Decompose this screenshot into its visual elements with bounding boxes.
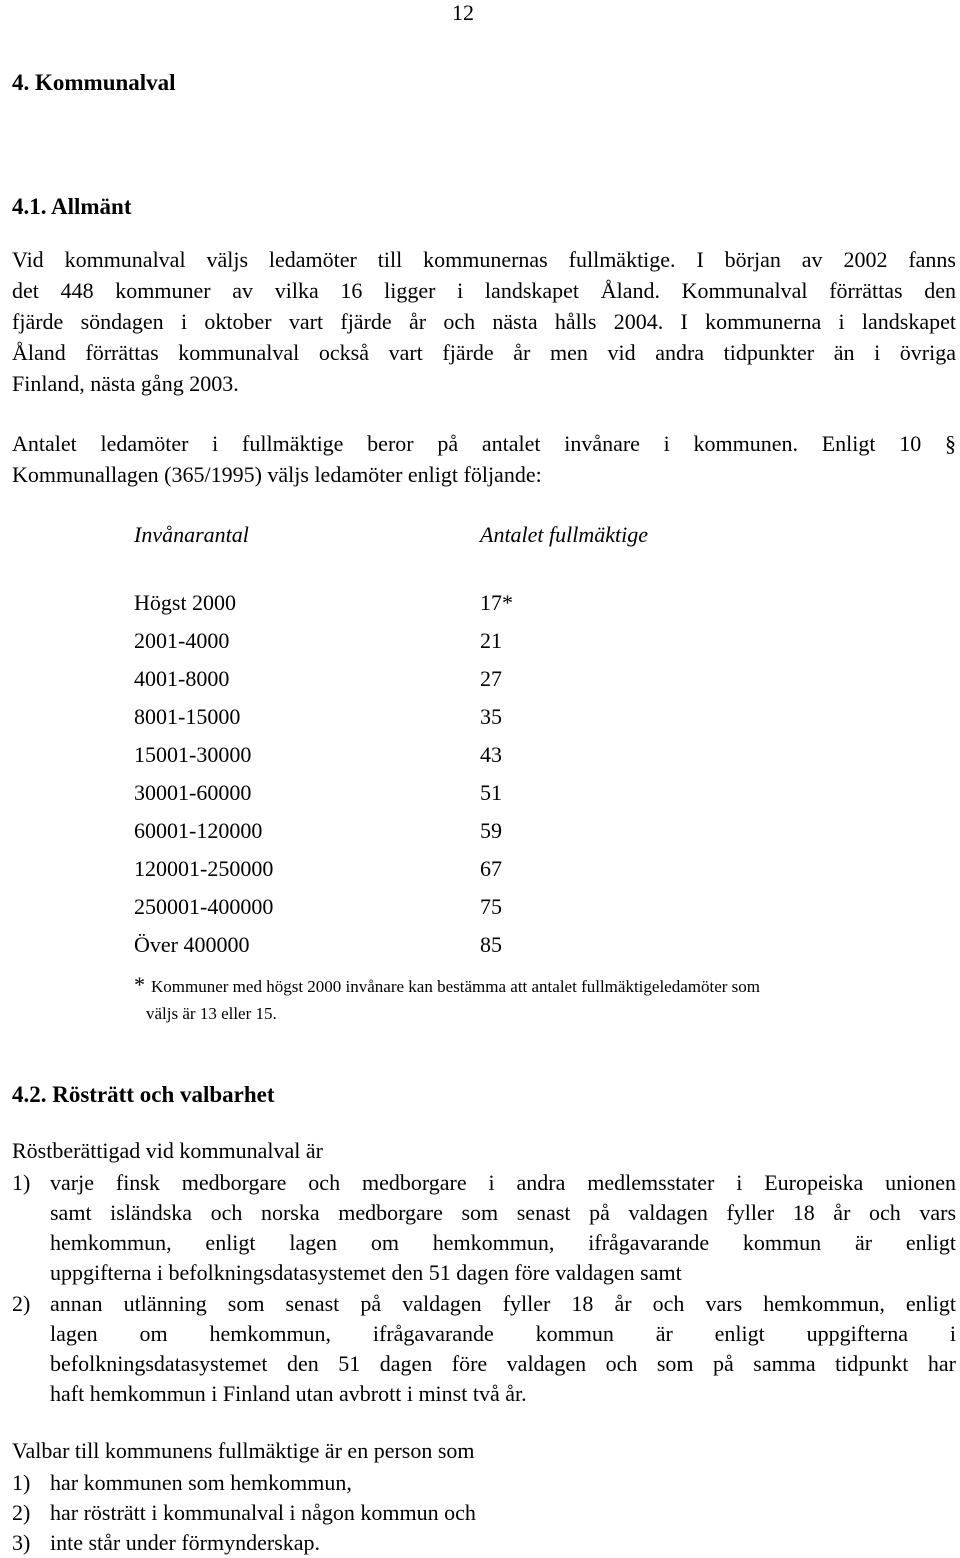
paragraph-line: Åland förrättas kommunalval också vart fjärde år men vid andra tidpunkter än i övriga [12,340,956,365]
footnote-marker: * [134,972,145,997]
row-count: 43 [480,742,502,767]
table-row [134,818,502,848]
list-number: 3) [12,1530,31,1555]
row-count: 17* [480,590,513,615]
row-range: 4001-8000 [134,666,230,691]
row-count: 67 [480,856,502,881]
paragraph-line: fjärde söndagen i oktober vart fjärde år och nästa hålls 2004. I kommunerna i landskapet [12,309,956,334]
list-line: uppgifterna i befolkningsdatasystemet den 51 dagen före valdagen samt [50,1260,682,1285]
list-line: lagen om hemkommun, ifrågavarande kommun är enligt uppgifterna i [50,1321,956,1346]
table-row [134,780,502,810]
row-count: 85 [480,932,502,957]
row-range: 15001-30000 [134,742,252,767]
header-council-members: Antalet fullmäktige [480,522,649,547]
list-line: samt isländska och norska medborgare som senast på valdagen fyller 18 år och vars [50,1200,956,1225]
row-range: 2001-4000 [134,628,230,653]
list-number: 2) [12,1291,31,1316]
list-line: varje finsk medborgare och medborgare i andra medlemsstater i Europeiska unionen [50,1170,956,1195]
table-row [134,856,502,886]
list-item-body [50,1289,956,1409]
table-row [134,590,513,620]
row-count: 21 [480,628,502,653]
paragraph-line: Finland, nästa gång 2003. [12,371,239,396]
row-range: 30001-60000 [134,780,252,805]
row-count: 75 [480,894,502,919]
row-range: 120001-250000 [134,856,274,881]
list-item-text: har kommunen som hemkommun, [50,1470,352,1495]
table-row [134,666,502,696]
row-count: 35 [480,704,502,729]
paragraph-council-size [12,428,956,490]
list-number: 1) [12,1470,31,1495]
page-number: 12 [452,0,474,25]
row-range: 250001-400000 [134,894,274,919]
list-item-text: har rösträtt i kommunalval i någon kommun och [50,1500,476,1525]
footnote-line: väljs är 13 eller 15. [146,1004,277,1023]
paragraph-line: Antalet ledamöter i fullmäktige beror på antalet invånare i kommunen. Enligt 10 § [12,431,956,456]
row-count: 59 [480,818,502,843]
row-range: 8001-15000 [134,704,241,729]
list-item-body [50,1168,956,1288]
row-count: 27 [480,666,502,691]
row-range: 60001-120000 [134,818,263,843]
list-line: befolkningsdatasystemet den 51 dagen före valdagen och som på samma tidpunkt har [50,1351,956,1376]
section-heading: 4. Kommunalval [12,70,176,95]
row-range: Högst 2000 [134,590,237,615]
list-number: 1) [12,1170,31,1195]
subsection-heading-rostratt: 4.2. Rösträtt och valbarhet [12,1082,275,1107]
table-header [134,522,649,548]
list-number: 2) [12,1500,31,1525]
paragraph-line: det 448 kommuner av vilka 16 ligger i landskapet Åland. Kommunalval förrättas den [12,278,956,303]
list-line: hemkommun, enligt lagen om hemkommun, ifrågavarande kommun är enligt [50,1230,956,1255]
table-row [134,742,502,772]
list-line: annan utlänning som senast på valdagen fyller 18 år och vars hemkommun, enligt [50,1291,956,1316]
voting-intro: Röstberättigad vid kommunalval är [12,1138,323,1163]
row-count: 51 [480,780,502,805]
paragraph-line: Vid kommunalval väljs ledamöter till kommunernas fullmäktige. I början av 2002 fanns [12,247,956,272]
header-inhabitants: Invånarantal [134,522,249,547]
paragraph-intro [12,244,956,399]
table-row [134,932,502,962]
footnote-line: Kommuner med högst 2000 invånare kan bestämma att antalet fullmäktigeledamöter som [151,977,760,996]
table-row [134,894,502,924]
list-item-text: inte står under förmynderskap. [50,1530,321,1555]
subsection-heading-allmant: 4.1. Allmänt [12,194,132,219]
paragraph-line: Kommunallagen (365/1995) väljs ledamöter enligt följande: [12,462,542,487]
table-row [134,628,502,658]
table-footnote [134,971,958,1027]
row-range: Över 400000 [134,932,250,957]
eligibility-intro: Valbar till kommunens fullmäktige är en person som [12,1438,475,1463]
list-line: haft hemkommun i Finland utan avbrott i minst två år. [50,1381,527,1406]
table-row [134,704,502,734]
